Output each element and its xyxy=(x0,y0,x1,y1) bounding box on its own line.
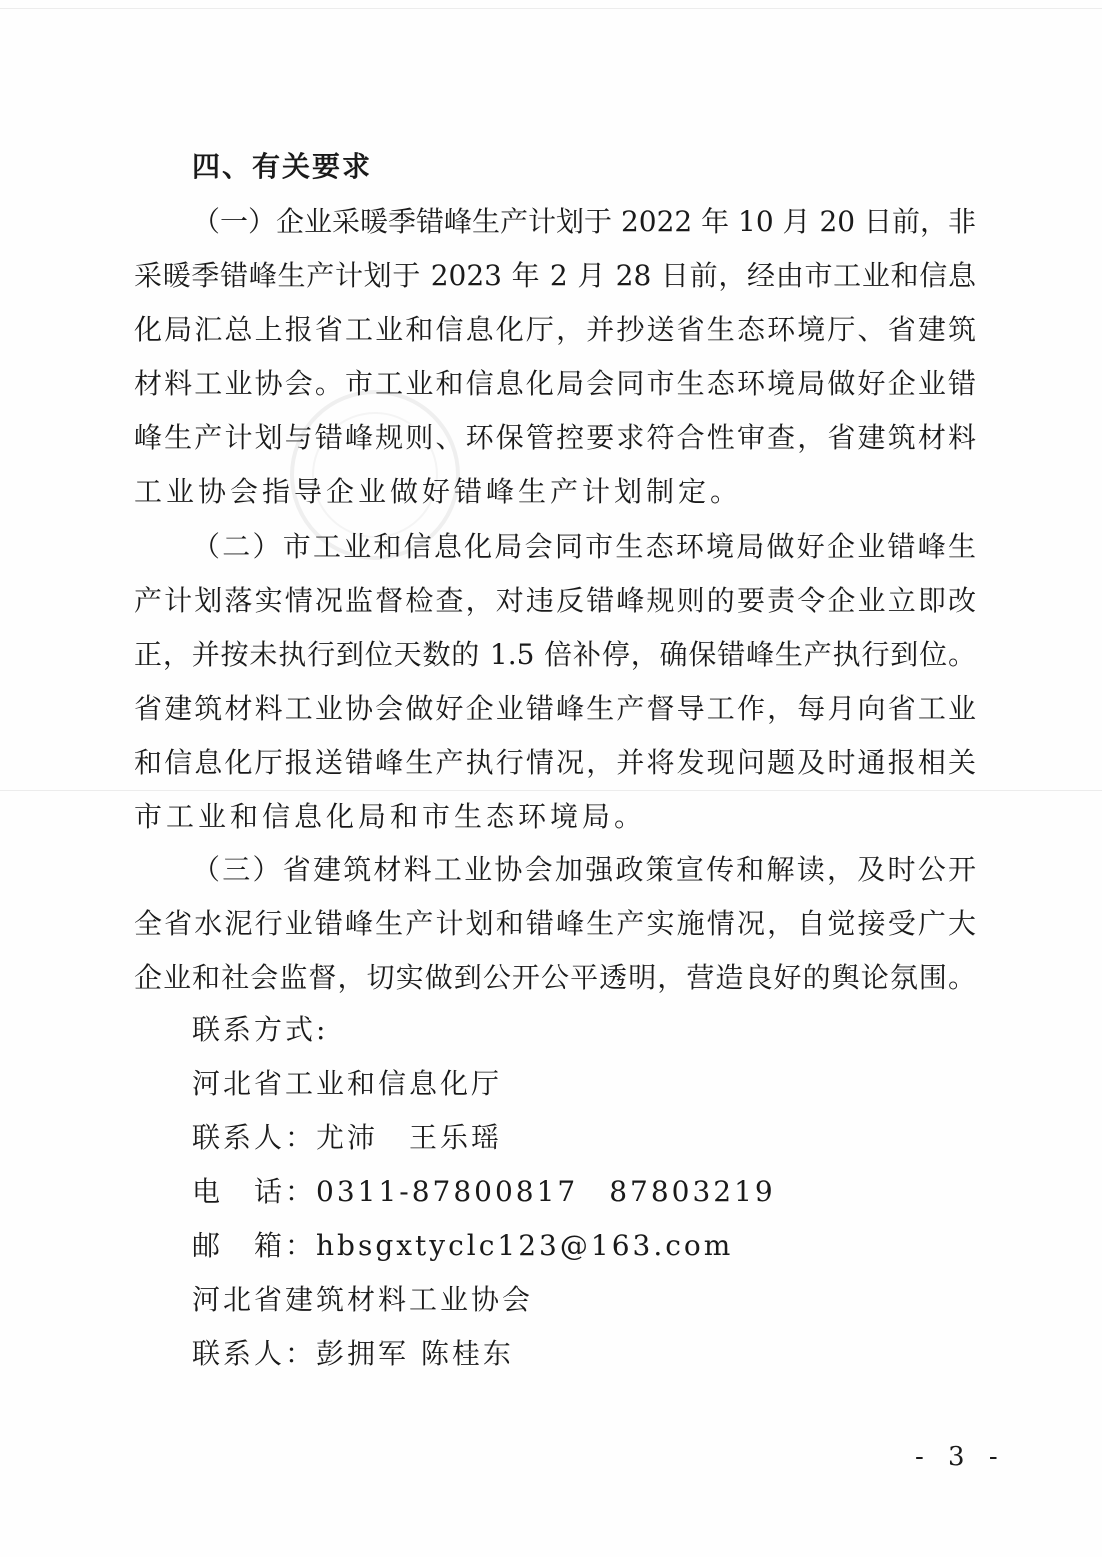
paragraph-line: 化局汇总上报省工业和信息化厅，并抄送省生态环境厅、省建筑 xyxy=(134,313,976,346)
contact-org-1-person: 联系人：尤沛 王乐瑶 xyxy=(192,1121,503,1154)
paragraph-line: （三）省建筑材料工业协会加强政策宣传和解读，及时公开 xyxy=(192,853,976,886)
page-number: - 3 - xyxy=(915,1442,1006,1472)
contact-org-1-phone: 电 话：0311-87800817 87803219 xyxy=(192,1175,776,1208)
paragraph-line: 企业和社会监督，切实做到公开公平透明，营造良好的舆论氛围。 xyxy=(134,961,976,994)
paragraph-line: 省建筑材料工业协会做好企业错峰生产督导工作，每月向省工业 xyxy=(134,692,976,725)
paragraph-line: （二）市工业和信息化局会同市生态环境局做好企业错峰生 xyxy=(192,530,976,563)
contact-org-2: 河北省建筑材料工业协会 xyxy=(192,1283,534,1316)
contact-org-2-person: 联系人：彭拥军 陈桂东 xyxy=(192,1337,514,1370)
paragraph-line: 采暖季错峰生产计划于 2023 年 2 月 28 日前，经由市工业和信息 xyxy=(134,259,976,292)
paragraph-line: 工业协会指导企业做好错峰生产计划制定。 xyxy=(134,475,743,508)
contact-org-1-email: 邮 箱：hbsgxtyclc123@163.com xyxy=(192,1229,734,1262)
contact-org-1: 河北省工业和信息化厅 xyxy=(192,1067,503,1100)
contacts-title: 联系方式: xyxy=(192,1013,329,1046)
paragraph-line: 市工业和信息化局和市生态环境局。 xyxy=(134,800,647,833)
paragraph-line: 材料工业协会。市工业和信息化局会同市生态环境局做好企业错 xyxy=(134,367,976,400)
paragraph-line: （一）企业采暖季错峰生产计划于 2022 年 10 月 20 日前，非 xyxy=(192,205,976,238)
paragraph-line: 全省水泥行业错峰生产计划和错峰生产实施情况，自觉接受广大 xyxy=(134,907,976,940)
section-heading: 四、有关要求 xyxy=(192,150,373,183)
scan-artifact-line xyxy=(0,8,1102,9)
paragraph-line: 正，并按未执行到位天数的 1.5 倍补停，确保错峰生产执行到位。 xyxy=(134,638,976,671)
paragraph-line: 产计划落实情况监督检查，对违反错峰规则的要责令企业立即改 xyxy=(134,584,976,617)
paragraph-line: 峰生产计划与错峰规则、环保管控要求符合性审查，省建筑材料 xyxy=(134,421,976,454)
paragraph-line: 和信息化厅报送错峰生产执行情况，并将发现问题及时通报相关 xyxy=(134,746,976,779)
